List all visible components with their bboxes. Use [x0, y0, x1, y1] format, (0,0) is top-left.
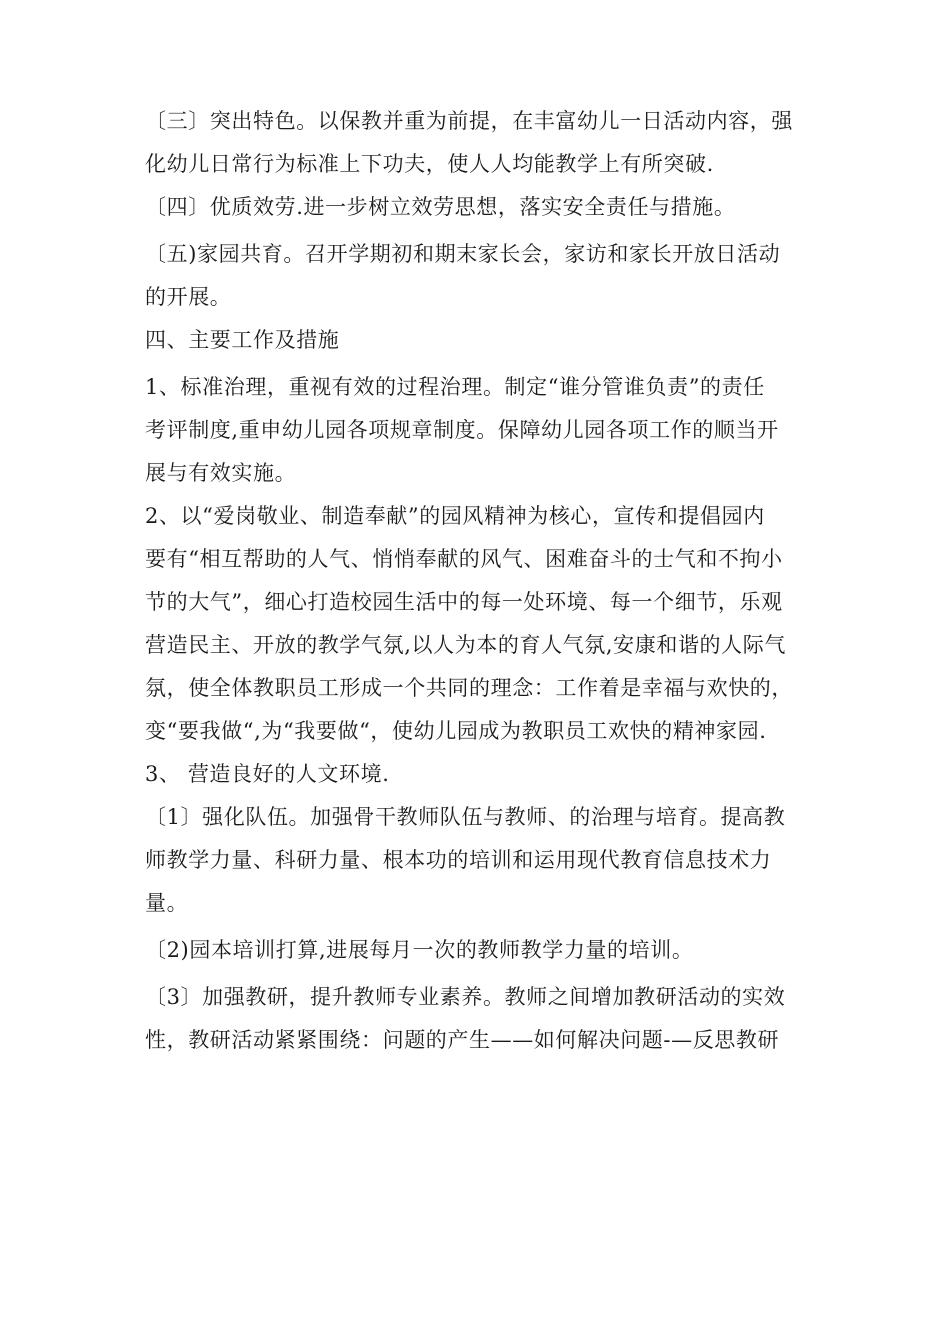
text-line: 要有“相互帮助的人气、悄悄奉献的风气、困难奋斗的士气和不拘小: [145, 547, 783, 571]
text-line: 3、 营造良好的人文环境.: [145, 762, 390, 786]
text-line: 的开展。: [145, 285, 232, 309]
section-heading: 四、主要工作及措施: [145, 328, 340, 352]
text-line: 节的大气”，细心打造校园生活中的每一处环境、每一个细节，乐观: [145, 590, 783, 614]
text-line: 性，教研活动紧紧围绕：问题的产生——如何解决问题-—反思教研: [145, 1028, 780, 1052]
text-line: 〔五)家园共育。召开学期初和期末家长会，家访和家长开放日活动: [145, 242, 781, 266]
text-line: 2、以“爱岗敬业、制造奉献”的园风精神为核心，宣传和提倡园内: [145, 504, 765, 528]
document-body: [145, 100, 825, 1062]
text-line: 〔1〕强化队伍。加强骨干教师队伍与教师、的治理与培育。提高教: [145, 805, 786, 829]
text-line: 〔3〕加强教研，提升教师专业素养。教师之间增加教研活动的实效: [145, 985, 786, 1009]
text-line: 〔2)园本培训打算,进展每月一次的教师教学力量的培训。: [145, 938, 694, 962]
text-line: 考评制度,重申幼儿园各项规章制度。保障幼儿园各项工作的顺当开: [145, 418, 779, 442]
text-line: 展与有效实施。: [145, 461, 297, 485]
text-line: 〔三〕突出特色。以保教并重为前提，在丰富幼儿一日活动内容，强: [145, 109, 793, 133]
text-line: 营造民主、开放的教学气氛,以人为本的育人气氛,安康和谐的人际气: [145, 633, 786, 657]
text-line: 化幼儿日常行为标准上下功夫，使人人均能教学上有所突破.: [145, 152, 714, 176]
text-line: 变“要我做“,为“我要做“，使幼儿园成为教职员工欢快的精神家园.: [145, 719, 767, 743]
text-line: 量。: [145, 891, 189, 915]
text-line: 师教学力量、科研力量、根本功的培训和运用现代教育信息技术力: [145, 848, 772, 872]
text-line: 1、标准治理，重视有效的过程治理。制定“谁分管谁负责”的责任: [145, 375, 765, 399]
text-line: 氛，使全体教职员工形成一个共同的理念：工作着是幸福与欢快的，: [145, 676, 793, 700]
text-line: 〔四〕优质效劳.进一步树立效劳思想，落实安全责任与措施。: [145, 195, 736, 219]
